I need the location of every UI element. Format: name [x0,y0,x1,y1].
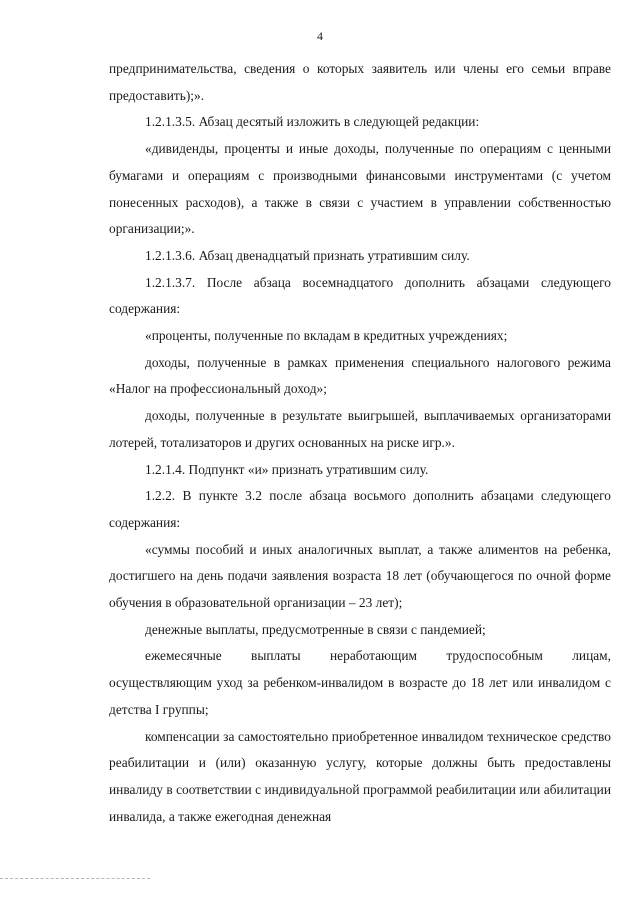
paragraph-item-1-2-1-3-6: 1.2.1.3.6. Абзац двенадцатый признать утратившим силу. [145,247,470,263]
footer-divider [0,878,150,879]
paragraph-quote-caregiver: ежемесячные выплаты неработающим трудоспособным лицам, осуществляющим уход за ребенком-инвалидом в возрасте до 18 лет или инвалидом с детства I группы; [109,648,611,717]
paragraph-item-1-2-2: 1.2.2. В пункте 3.2 после абзаца восьмого дополнить абзацами следующего содержания: [109,488,611,530]
paragraph-quote-pandemic: денежные выплаты, предусмотренные в связи с пандемией; [145,621,486,637]
paragraph-quote-dividends: «дивиденды, проценты и иные доходы, полученные по операциям с ценными бумагами и операциям с производными финансовыми инструментами (с учетом понесенных расходов), а также в связи с участием в управлении собственностью организации;». [109,141,611,237]
page-number: 4 [317,29,323,43]
paragraph-quote-compensation: компенсации за самостоятельно приобретенное инвалидом техническое средство реабилитации и (или) оказанную услугу, которые должны быть предоставлены инвалиду в соответствии с индивидуальной программой реабилитации или абилитации инвалида, а также ежегодная денежная [109,728,611,824]
paragraph-continuation: предпринимательства, сведения о которых заявитель или члены его семьи вправе предоставить);». [109,61,611,103]
paragraph-quote-deposits: «проценты, полученные по вкладам в кредитных учреждениях; [145,328,508,344]
paragraph-quote-winnings: доходы, полученные в результате выигрышей, выплачиваемых организаторами лотерей, тотализаторов и других основанных на риске игр.». [109,408,611,450]
paragraph-quote-tax-regime: доходы, полученные в рамках применения специального налогового режима «Налог на профессиональный доход»; [109,354,611,397]
paragraph-item-1-2-1-3-7: 1.2.1.3.7. После абзаца восемнадцатого дополнить абзацами следующего содержания: [109,274,611,317]
paragraph-item-1-2-1-4: 1.2.1.4. Подпункт «и» признать утратившим силу. [145,461,429,477]
paragraph-item-1-2-1-3-5: 1.2.1.3.5. Абзац десятый изложить в следующей редакции: [145,114,480,130]
paragraph-quote-benefits: «суммы пособий и иных аналогичных выплат, а также алиментов на ребенка, достигшего на день подачи заявления возраста 18 лет (обучающегося по очной форме обучения в образовательной организации – 23 лет); [109,541,611,611]
document-body [109,56,611,830]
